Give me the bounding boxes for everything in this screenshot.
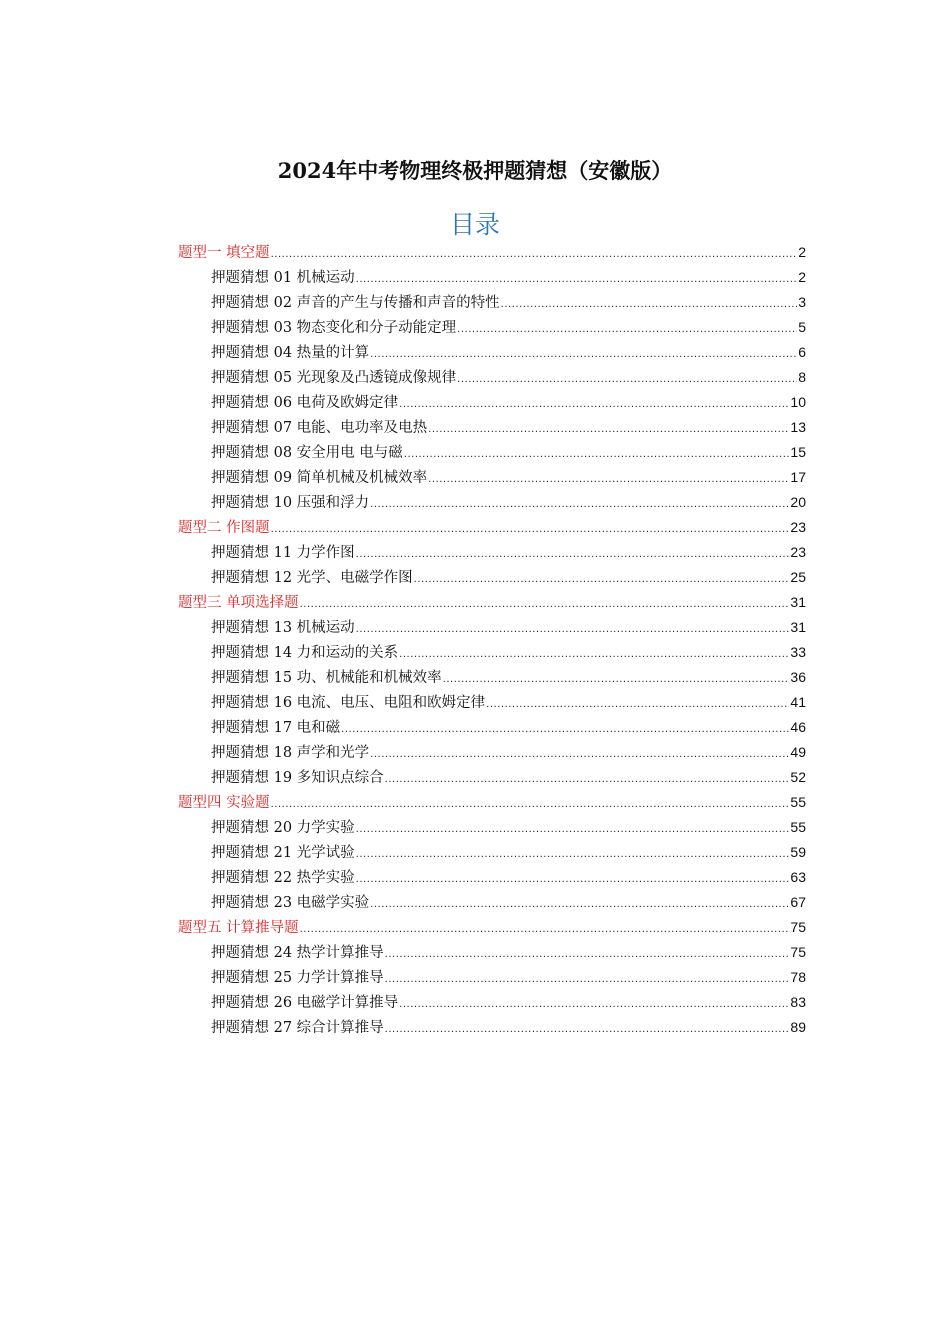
toc-entry-page-number: 6 [798,344,806,360]
toc-item-entry[interactable] [178,990,806,1015]
toc-entry-page-number: 31 [790,619,806,635]
toc-entry-label: 押题猜想 23 电磁学实验 [211,895,370,911]
toc-entry-page-number: 15 [790,444,806,460]
toc-dot-leader [356,842,790,867]
toc-item-entry[interactable] [178,365,806,390]
toc-item-entry[interactable] [178,615,806,640]
toc-dot-leader [356,817,790,842]
toc-dot-leader [404,442,790,467]
toc-dot-leader [356,267,798,292]
table-of-contents [178,240,806,1040]
toc-entry-page-number: 75 [790,919,806,935]
toc-dot-leader [501,292,798,317]
toc-entry-label: 押题猜想 20 力学实验 [211,820,355,836]
toc-entry-page-number: 59 [790,844,806,860]
toc-entry-label: 押题猜想 26 电磁学计算推导 [211,995,399,1011]
toc-entry-label: 押题猜想 01 机械运动 [211,270,355,286]
toc-entry-label: 题型四 实验题 [178,795,270,811]
toc-entry-label: 押题猜想 10 压强和浮力 [211,495,370,511]
toc-entry-page-number: 13 [790,419,806,435]
toc-item-entry[interactable] [178,665,806,690]
toc-entry-label: 押题猜想 07 电能、电功率及电热 [211,420,428,436]
toc-dot-leader [399,642,789,667]
toc-dot-leader [356,542,790,567]
toc-dot-leader [399,392,789,417]
toc-entry-page-number: 2 [798,269,806,285]
toc-entry-label: 题型二 作图题 [178,520,270,536]
toc-item-entry[interactable] [178,715,806,740]
toc-section-entry[interactable] [178,515,806,540]
toc-item-entry[interactable] [178,940,806,965]
toc-dot-leader [356,617,790,642]
toc-item-entry[interactable] [178,865,806,890]
toc-item-entry[interactable] [178,440,806,465]
toc-item-entry[interactable] [178,640,806,665]
toc-dot-leader [271,792,790,817]
toc-section-entry[interactable] [178,590,806,615]
toc-item-entry[interactable] [178,390,806,415]
toc-entry-page-number: 25 [790,569,806,585]
toc-entry-label: 押题猜想 05 光现象及凸透镜成像规律 [211,370,457,386]
toc-item-entry[interactable] [178,415,806,440]
toc-dot-leader [486,692,789,717]
toc-entry-page-number: 78 [790,969,806,985]
toc-entry-label: 押题猜想 18 声学和光学 [211,745,370,761]
toc-dot-leader [370,892,789,917]
toc-entry-label: 押题猜想 24 热学计算推导 [211,945,384,961]
toc-dot-leader [300,917,790,942]
toc-item-entry[interactable] [178,740,806,765]
toc-dot-leader [370,342,797,367]
toc-entry-page-number: 63 [790,869,806,885]
toc-item-entry[interactable] [178,340,806,365]
toc-entry-page-number: 2 [798,244,806,260]
toc-dot-leader [457,317,797,342]
toc-item-entry[interactable] [178,490,806,515]
toc-entry-label: 押题猜想 02 声音的产生与传播和声音的特性 [211,295,500,311]
toc-entry-page-number: 23 [790,544,806,560]
toc-entry-page-number: 31 [790,594,806,610]
toc-dot-leader [428,467,789,492]
toc-item-entry[interactable] [178,765,806,790]
toc-dot-leader [414,567,790,592]
toc-section-entry[interactable] [178,790,806,815]
toc-entry-label: 押题猜想 12 光学、电磁学作图 [211,570,413,586]
toc-entry-page-number: 17 [790,469,806,485]
toc-entry-label: 押题猜想 14 力和运动的关系 [211,645,399,661]
toc-entry-page-number: 55 [790,819,806,835]
toc-entry-page-number: 23 [790,519,806,535]
toc-item-entry[interactable] [178,465,806,490]
toc-entry-label: 押题猜想 25 力学计算推导 [211,970,384,986]
toc-entry-page-number: 10 [790,394,806,410]
toc-entry-label: 押题猜想 27 综合计算推导 [211,1020,384,1036]
toc-dot-leader [399,992,789,1017]
toc-section-entry[interactable] [178,915,806,940]
toc-dot-leader [341,717,789,742]
toc-entry-label: 押题猜想 11 力学作图 [211,545,355,561]
toc-section-entry[interactable] [178,240,806,265]
toc-dot-leader [428,417,789,442]
toc-item-entry[interactable] [178,265,806,290]
toc-item-entry[interactable] [178,565,806,590]
toc-dot-leader [370,742,789,767]
toc-entry-page-number: 49 [790,744,806,760]
toc-entry-label: 押题猜想 03 物态变化和分子动能定理 [211,320,457,336]
toc-entry-page-number: 55 [790,794,806,810]
toc-item-entry[interactable] [178,540,806,565]
toc-item-entry[interactable] [178,1015,806,1040]
toc-entry-page-number: 41 [790,694,806,710]
toc-item-entry[interactable] [178,690,806,715]
toc-dot-leader [385,967,790,992]
toc-entry-page-number: 75 [790,944,806,960]
toc-entry-page-number: 89 [790,1019,806,1035]
toc-entry-page-number: 52 [790,769,806,785]
toc-item-entry[interactable] [178,965,806,990]
toc-entry-label: 题型五 计算推导题 [178,920,299,936]
toc-item-entry[interactable] [178,840,806,865]
toc-entry-label: 押题猜想 16 电流、电压、电阻和欧姆定律 [211,695,486,711]
toc-dot-leader [457,367,797,392]
toc-dot-leader [271,517,790,542]
toc-entry-label: 押题猜想 09 简单机械及机械效率 [211,470,428,486]
toc-entry-page-number: 46 [790,719,806,735]
toc-entry-label: 押题猜想 19 多知识点综合 [211,770,384,786]
toc-dot-leader [443,667,790,692]
document-title: 2024年中考物理终极押题猜想（安徽版） [277,158,673,183]
toc-entry-label: 押题猜想 22 热学实验 [211,870,355,886]
toc-entry-label: 押题猜想 17 电和磁 [211,720,341,736]
toc-entry-page-number: 5 [798,319,806,335]
toc-dot-leader [300,592,790,617]
toc-entry-page-number: 36 [790,669,806,685]
toc-dot-leader [385,767,790,792]
toc-entry-label: 押题猜想 08 安全用电 电与磁 [211,445,403,461]
toc-entry-page-number: 8 [798,369,806,385]
toc-entry-label: 押题猜想 15 功、机械能和机械效率 [211,670,442,686]
toc-entry-label: 押题猜想 04 热量的计算 [211,345,370,361]
toc-entry-label: 押题猜想 21 光学试验 [211,845,355,861]
toc-entry-page-number: 67 [790,894,806,910]
toc-entry-page-number: 83 [790,994,806,1010]
toc-entry-label: 题型三 单项选择题 [178,595,299,611]
toc-entry-label: 押题猜想 06 电荷及欧姆定律 [211,395,399,411]
toc-heading: 目录 [449,210,500,239]
toc-item-entry[interactable] [178,815,806,840]
toc-dot-leader [271,242,798,267]
toc-item-entry[interactable] [178,315,806,340]
toc-entry-label: 题型一 填空题 [178,245,270,261]
toc-dot-leader [356,867,790,892]
toc-item-entry[interactable] [178,290,806,315]
toc-entry-page-number: 33 [790,644,806,660]
toc-item-entry[interactable] [178,890,806,915]
toc-dot-leader [370,492,789,517]
toc-entry-page-number: 20 [790,494,806,510]
toc-entry-label: 押题猜想 13 机械运动 [211,620,355,636]
toc-dot-leader [385,1017,790,1042]
toc-dot-leader [385,942,790,967]
toc-entry-page-number: 3 [798,294,806,310]
